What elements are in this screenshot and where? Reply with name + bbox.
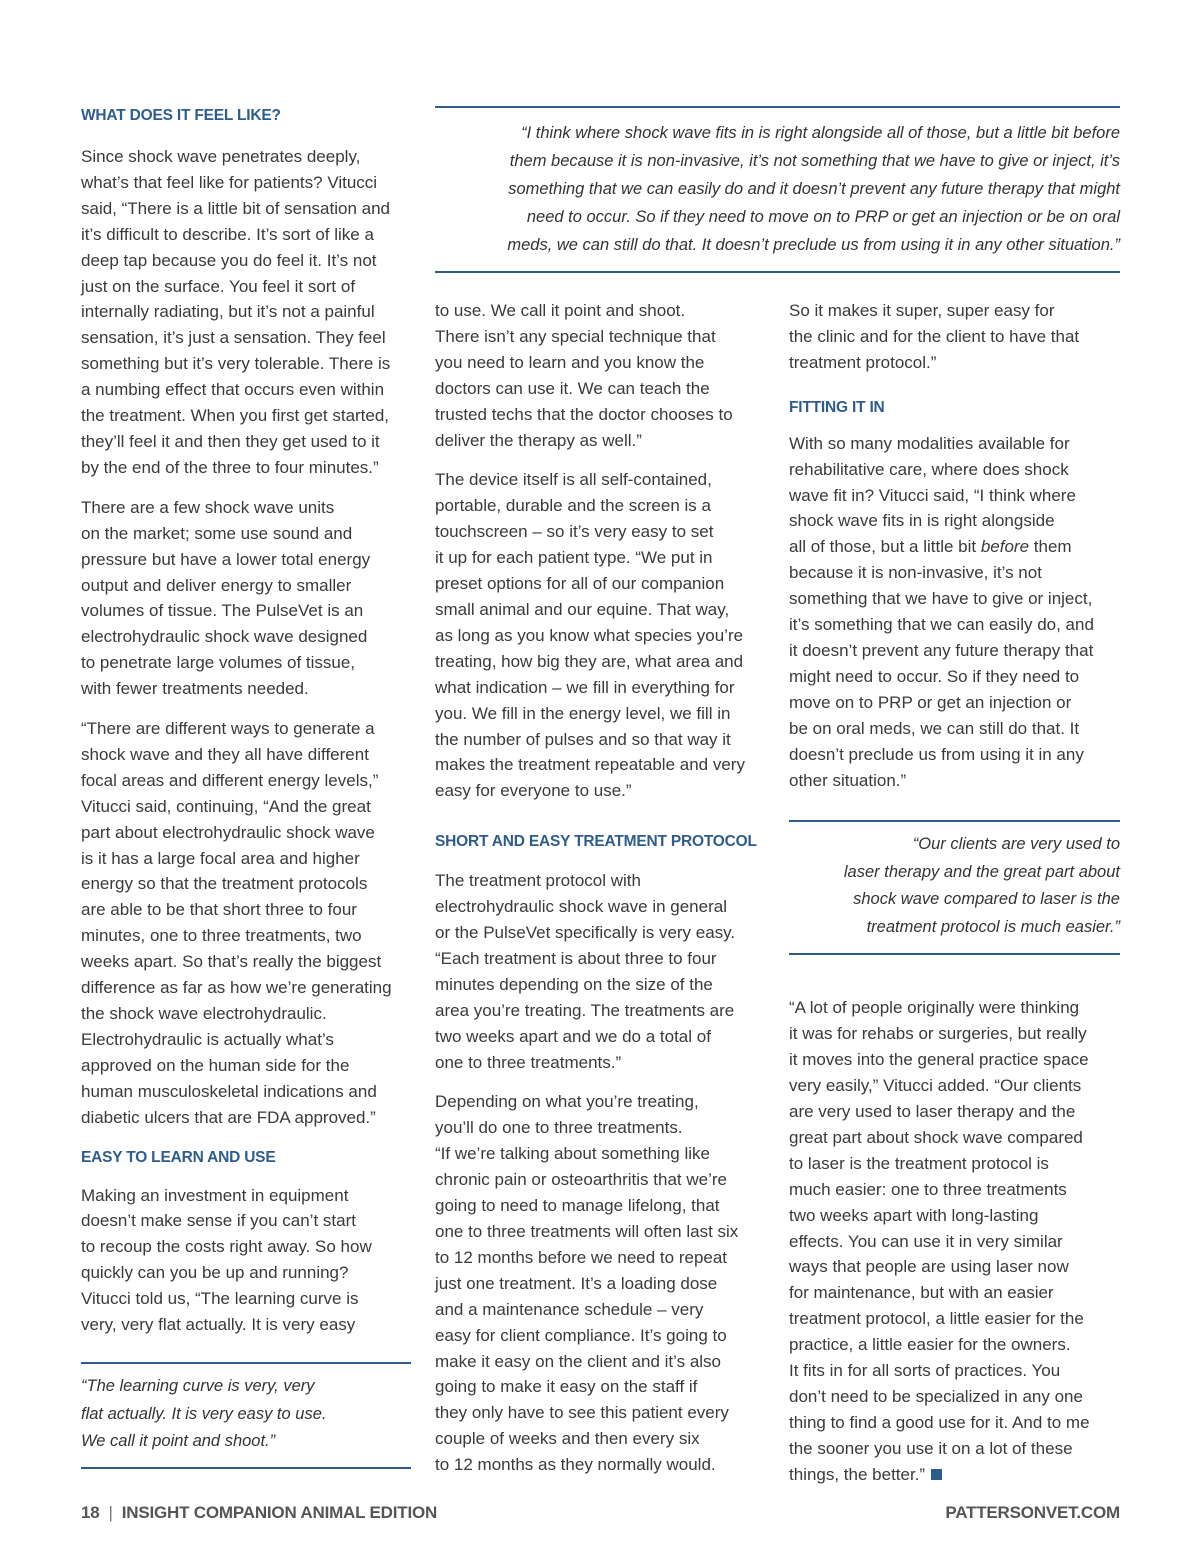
footer-left bbox=[81, 1503, 437, 1523]
paragraph-investment: Making an investment in equipment doesn’t make sense if you can’t start to recoup the costs right away. So how quickly can you be up and running? Vitucci told us, “The learning curve is very, very flat actually. It is very easy bbox=[81, 1185, 372, 1335]
footer-website-link[interactable]: PATTERSONVET.COM bbox=[945, 1503, 1120, 1522]
heading-easy-to-learn: EASY TO LEARN AND USE bbox=[81, 1148, 276, 1166]
footer-separator: | bbox=[108, 1503, 113, 1522]
emphasis-before: before bbox=[980, 537, 1030, 557]
publication-title: INSIGHT COMPANION ANIMAL EDITION bbox=[121, 1503, 438, 1522]
general-practice-text: “A lot of people originally were thinking it was for rehabs or surgeries, but really it moves into the general practice space very easily,” Vitucci added. “Our clients are very used to laser therapy and the great part about shock wave compared to laser is the treatment protocol is much easier: one to three treatments two weeks apart with long-lasting effects. You can use it in very similar ways that people are using laser now for maintenance, but with an easier treatment protocol, a little easier for the practice, a little easier for the owners. It fits in for all sorts of practices. You don’t need to be specialized in any one thing to find a good use for it. And to me the sooner you use it on a lot of these things, the better.” bbox=[789, 998, 1090, 1484]
paragraph-depending: Depending on what you’re treating, you’ll do one to three treatments. “If we’re talking about something like chronic pain or osteoarthritis that we’re going to need to manage lifelong, that one to three treatments will often last six to 12 months before we need to repeat just one treatment. It’s a loading dose and a maintenance schedule – very easy for client compliance. It’s going to make it easy on the client and it’s also going to make it easy on the staff if they only have to see this patient every couple of weeks and then every six to 12 months as they normally would. bbox=[435, 1092, 739, 1475]
heading-fitting-it-in: FITTING IT IN bbox=[789, 398, 885, 416]
pull-quote-top-text: “I think where shock wave fits in is right alongside all of those, but a little bit before them because it is non-invasive, it’s not something that we have to give or inject, it’s something that we can easily do and it doesn’t prevent any future therapy that might need to occur. So if they need to move on to PRP or get an injection or be on oral meds, we can still do that. It doesn’t preclude us from using it in any other situation.” bbox=[507, 124, 1120, 254]
paragraph-super-easy: So it makes it super, super easy for the clinic and for the client to have that treatment protocol.” bbox=[789, 301, 1080, 372]
modalities-text-b: them because it is non-invasive, it’s not something that we have to give or inject, it’s something that we can easily do, and it doesn’t prevent any future therapy that might need to occur. So if they need to move on to PRP or get an injection or be on oral meds, we can still do that. It doesn’t preclude us from using it in any other situation.” bbox=[789, 537, 1094, 790]
heading-treatment-protocol: SHORT AND EASY TREATMENT PROTOCOL bbox=[435, 833, 757, 851]
column-middle bbox=[435, 298, 770, 1478]
paragraph-sensation: Since shock wave penetrates deeply, what’s that feel like for patients? Vitucci said, “There is a little bit of sensation and it’s difficult to describe. It’s sort of like a deep tap because you do feel it. It’s not just on the surface. You feel it sort of internally radiating, but it’s not a painful sensation, it’s just a sensation. They feel something but it’s very tolerable. There is a numbing effect that occurs even within the treatment. When you first get started, they’ll feel it and then they get used to it by the end of the three to four minutes.” bbox=[81, 147, 391, 477]
pull-quote-right-text: “Our clients are very used to laser therapy and the great part about shock wave compared to laser is the treatment protocol is much easier.” bbox=[843, 835, 1120, 937]
paragraph-modalities bbox=[789, 431, 1121, 794]
pull-quote-top bbox=[435, 106, 1120, 273]
paragraph-device: The device itself is all self-contained, portable, durable and the screen is a touchscreen – so it’s very easy to set it up for each patient type. “We put in preset options for all of our companion small animal and our equine. That way, as long as you know what species you’re treating, how big they are, what area and what indication – we fill in everything for you. We fill in the energy level, we fill in the number of pulses and so that way it makes the treatment repeatable and very easy for everyone to use.” bbox=[435, 470, 745, 801]
pull-quote-left bbox=[81, 1362, 411, 1469]
pull-quote-left-text: “The learning curve is very, very flat actually. It is very easy to use. We call it point and shoot.” bbox=[81, 1377, 327, 1451]
end-mark-icon bbox=[931, 1469, 942, 1480]
paragraph-units-market: There are a few shock wave units on the market; some use sound and pressure but have a lower total energy output and deliver energy to smaller volumes of tissue. The PulseVet is an electrohydraulic shock wave designed to penetrate large volumes of tissue, with fewer treatments needed. bbox=[81, 497, 371, 699]
modalities-text-a: With so many modalities available for rehabilitative care, where does shock wave fit in? Vitucci said, “I think where shock wave fits in is right alongside all of those, but a little bit bbox=[789, 433, 1076, 557]
paragraph-different-ways: “There are different ways to generate a shock wave and they all have different focal areas and different energy levels,” Vitucci said, continuing, “And the great part about electrohydraulic shock wave is it has a large focal area and higher energy so that the treatment protocols are able to be that short three to four minutes, one to three treatments, two weeks apart. So that’s really the biggest difference as far as how we’re generating the shock wave electrohydraulic. Electrohydraulic is actually what’s approved on the human side for the human musculoskeletal indications and diabetic ulcers that are FDA approved.” bbox=[81, 719, 392, 1127]
column-left bbox=[81, 106, 413, 1338]
paragraph-general-practice bbox=[789, 995, 1121, 1487]
heading-what-does-it-feel-like: WHAT DOES IT FEEL LIKE? bbox=[81, 107, 281, 124]
pull-quote-right bbox=[789, 820, 1120, 955]
paragraph-protocol: The treatment protocol with electrohydraulic shock wave in general or the PulseVet specifically is very easy. “Each treatment is about three to four minutes depending on the size of the area you’re treating. The treatments are two weeks apart and we do a total of one to three treatments.” bbox=[435, 871, 736, 1072]
paragraph-point-and-shoot: to use. We call it point and shoot. There isn’t any special technique that you need to learn and you know the doctors can use it. We can teach the trusted techs that the doctor chooses to deliver the therapy as well.” bbox=[435, 301, 733, 450]
page-number: 18 bbox=[81, 1503, 100, 1522]
